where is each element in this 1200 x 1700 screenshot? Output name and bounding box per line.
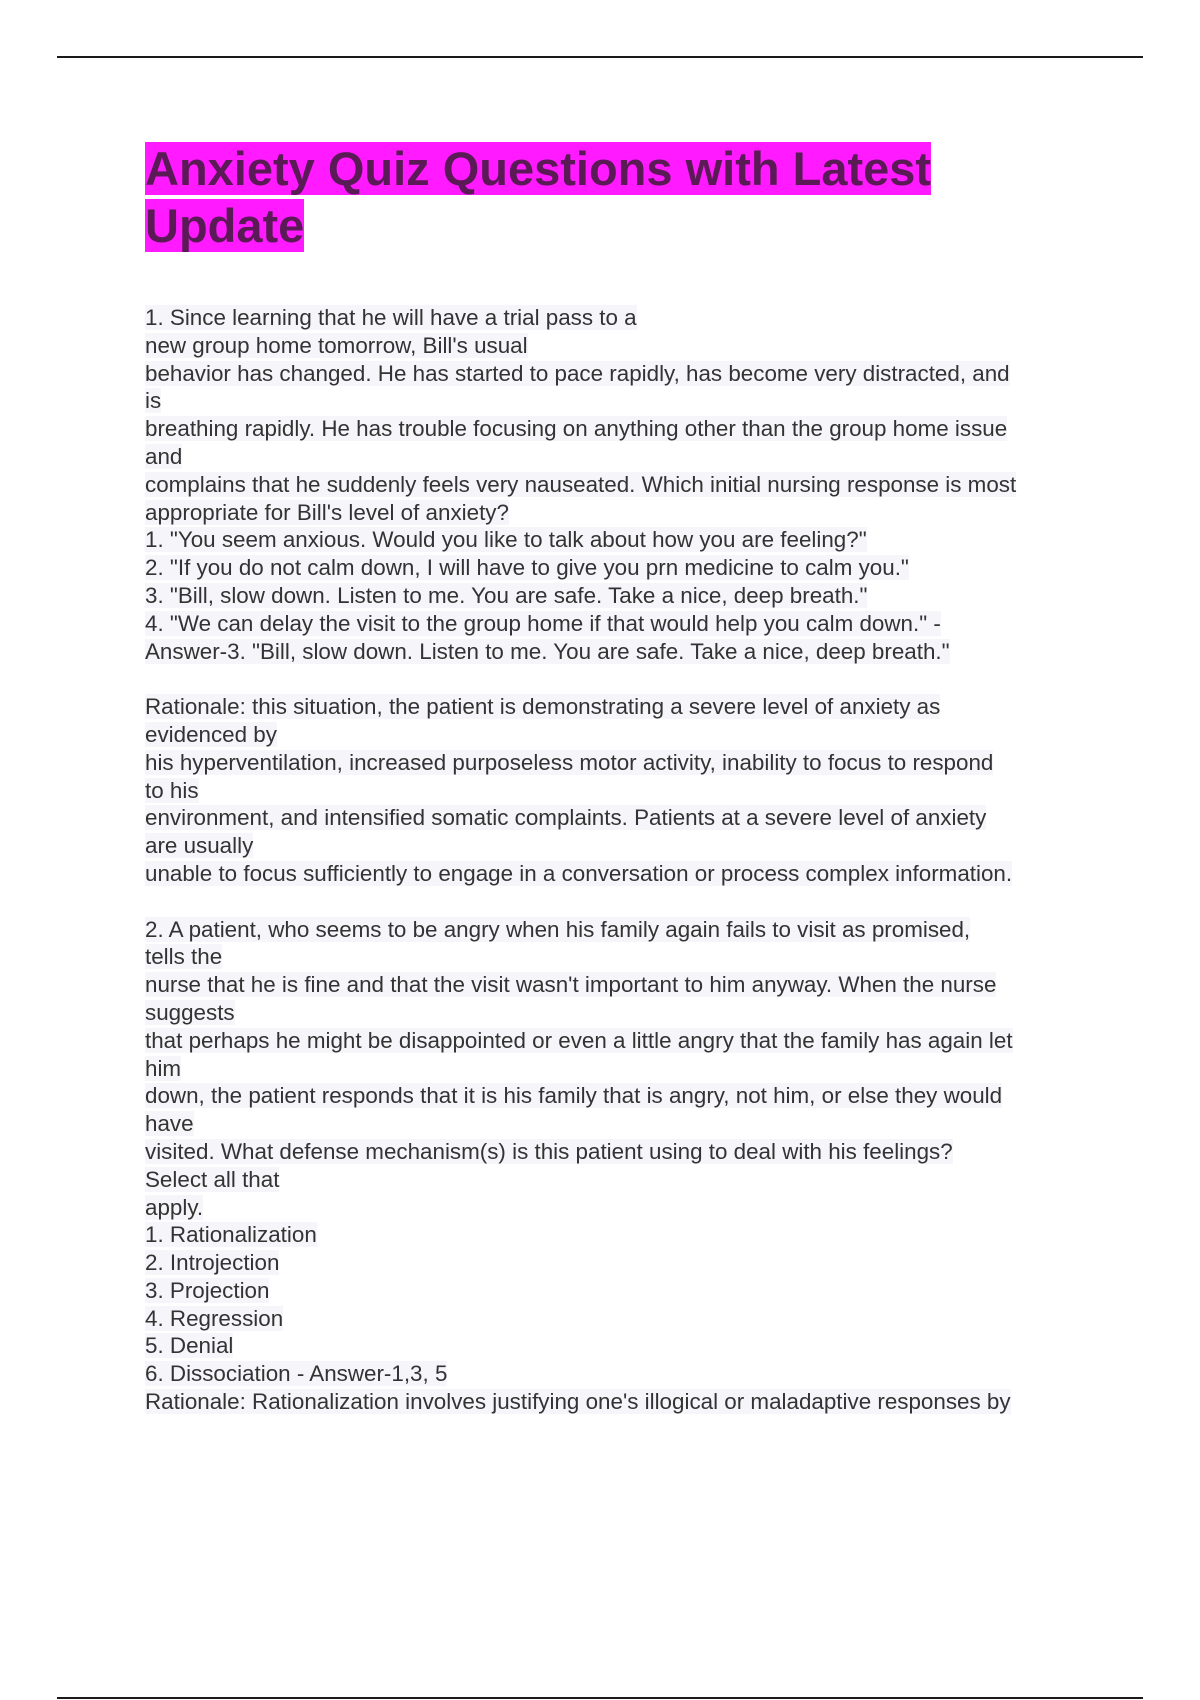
answer-option: 3. "Bill, slow down. Listen to me. You are safe. Take a nice, deep breath." [145, 582, 868, 608]
text-line: appropriate for Bill's level of anxiety? [145, 499, 509, 525]
text-line: that perhaps he might be disappointed or even a little angry that the family has again let [145, 1027, 1013, 1053]
text-line: to his [145, 777, 199, 803]
answer-option: 2. Introjection [145, 1250, 280, 1276]
question-1-answer: Answer-3. "Bill, slow down. Listen to me. You are safe. Take a nice, deep breath." [145, 638, 950, 664]
text-line: tells the [145, 944, 223, 970]
question-1 [145, 304, 1095, 888]
question-2-options [145, 1221, 1095, 1388]
text-line: suggests [145, 999, 235, 1025]
text-line: complains that he suddenly feels very nauseated. Which initial nursing response is most [145, 471, 1017, 497]
question-1-rationale [145, 693, 1095, 888]
text-line: unable to focus sufficiently to engage in a conversation or process complex information. [145, 860, 1013, 886]
text-line: apply. [145, 1194, 204, 1220]
title-line-1: Anxiety Quiz Questions with Latest [145, 142, 932, 195]
top-rule [57, 56, 1143, 58]
text-line: down, the patient responds that it is his family that is angry, not him, or else they would [145, 1083, 1003, 1109]
text-line: environment, and intensified somatic complaints. Patients at a severe level of anxiety [145, 805, 987, 831]
page-title [145, 140, 1045, 254]
answer-option: 1. Rationalization [145, 1222, 317, 1248]
question-1-options [145, 526, 1095, 637]
text-line: have [145, 1111, 194, 1137]
answer-option: 3. Projection [145, 1277, 270, 1303]
text-line: nurse that he is fine and that the visit wasn't important to him anyway. When the nurse [145, 972, 997, 998]
text-line: his hyperventilation, increased purposeless motor activity, inability to focus to respond [145, 749, 994, 775]
question-2-rationale: Rationale: Rationalization involves justifying one's illogical or maladaptive responses by [145, 1389, 1011, 1415]
text-line: Rationale: this situation, the patient is demonstrating a severe level of anxiety as [145, 694, 941, 720]
answer-option: 6. Dissociation - Answer-1,3, 5 [145, 1361, 448, 1387]
title-line-2: Update [145, 199, 305, 252]
text-line: 2. A patient, who seems to be angry when his family again fails to visit as promised, [145, 916, 971, 942]
question-1-stem [145, 304, 1095, 526]
text-line: him [145, 1055, 182, 1081]
answer-option: 2. "If you do not calm down, I will have to give you prn medicine to calm you." [145, 555, 909, 581]
text-line: Select all that [145, 1166, 280, 1192]
text-line: new group home tomorrow, Bill's usual [145, 332, 528, 358]
answer-option: 4. Regression [145, 1305, 284, 1331]
answer-option: 1. "You seem anxious. Would you like to talk about how you are feeling?" [145, 527, 867, 553]
text-line: breathing rapidly. He has trouble focusing on anything other than the group home issue [145, 416, 1008, 442]
text-line: and [145, 443, 183, 469]
text-line: visited. What defense mechanism(s) is this patient using to deal with his feelings? [145, 1138, 953, 1164]
text-line: 1. Since learning that he will have a trial pass to a [145, 305, 637, 330]
text-line: evidenced by [145, 721, 277, 747]
document-body [145, 304, 1095, 1416]
text-line: is [145, 388, 162, 414]
answer-option: 4. "We can delay the visit to the group home if that would help you calm down." - [145, 610, 941, 636]
question-2-stem [145, 916, 1095, 1222]
answer-option: 5. Denial [145, 1333, 234, 1359]
question-2 [145, 916, 1095, 1416]
text-line: behavior has changed. He has started to pace rapidly, has become very distracted, and [145, 360, 1010, 386]
text-line: are usually [145, 833, 254, 859]
bottom-rule [57, 1697, 1143, 1699]
